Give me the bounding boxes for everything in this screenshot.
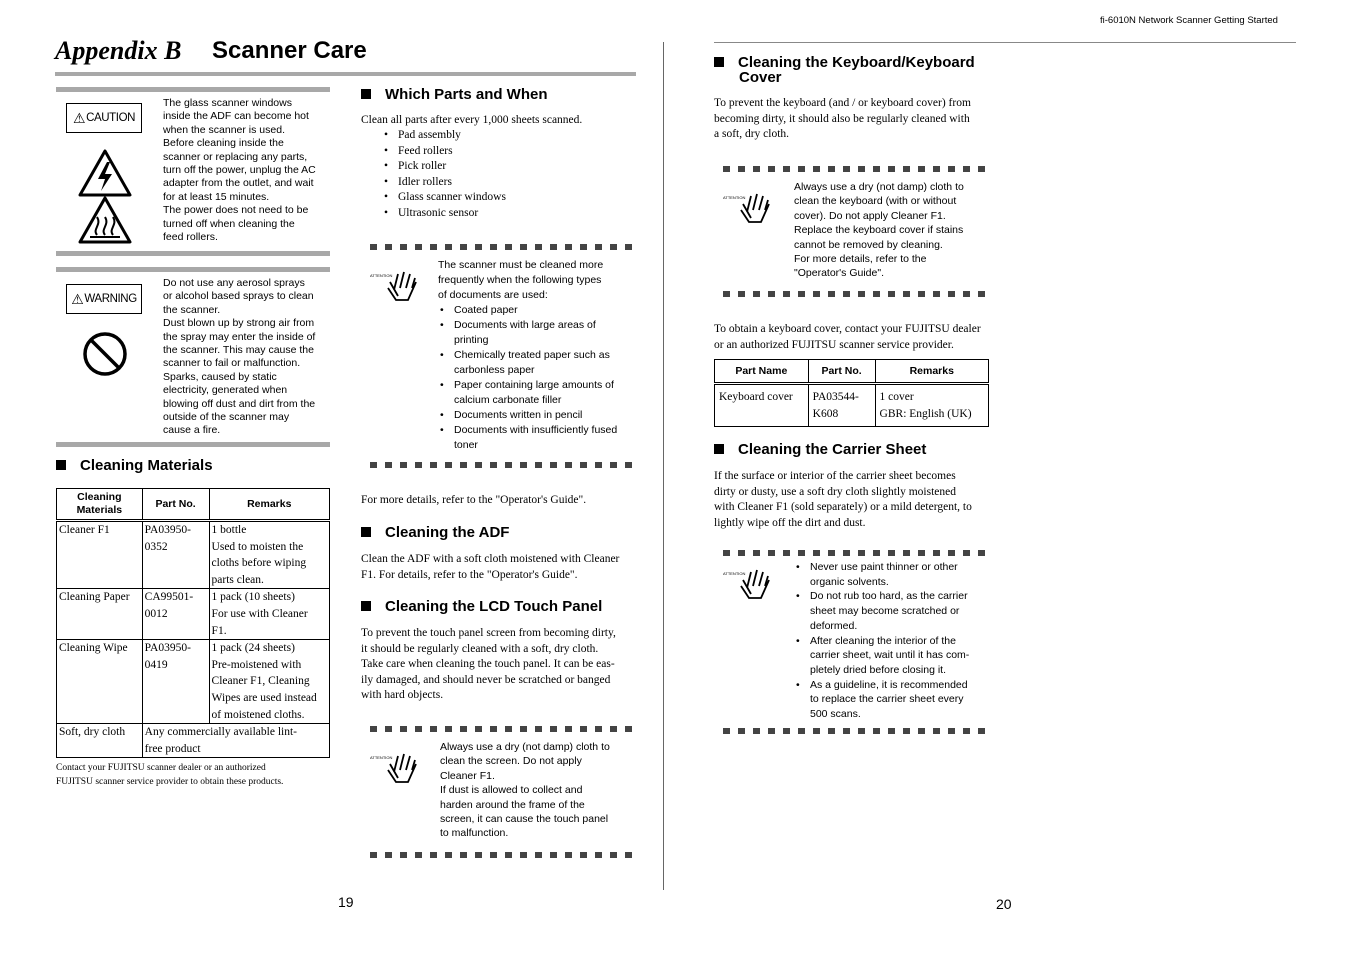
warning-triangle-icon: ⚠ (71, 290, 84, 307)
list-item: • Feed rollers (382, 144, 506, 160)
list-item: • Documents with large areas of printing (438, 318, 638, 348)
header-rule (714, 42, 1296, 43)
caution-top-rule (56, 87, 330, 92)
list-item: • Ultrasonic sensor (382, 206, 506, 222)
list-item: • Do not rub too hard, as the carrier sheet may become scratched or deformed. (794, 589, 989, 633)
page-title: Scanner Care (212, 37, 367, 64)
square-bullet-icon (714, 444, 724, 454)
attention-top-dashline (370, 244, 632, 250)
col-header-remarks: Remarks (875, 360, 988, 384)
keyboard-cover-table (714, 359, 989, 427)
list-item: • Idler rollers (382, 175, 506, 191)
adf-text: Clean the ADF with a soft cloth moistened with Cleaner F1. For details, refer to the "Operator's Guide". (361, 553, 620, 581)
list-item: • Documents with insufficiently fused toner (438, 423, 638, 453)
table-row: Keyboard cover PA03544- K608 1 cover GBR: English (UK) (715, 384, 989, 427)
attention-bottom-dashline (370, 462, 632, 468)
which-parts-heading: Which Parts and When (361, 86, 548, 103)
list-item: • Chemically treated paper such as carbonless paper (438, 348, 638, 378)
lcd-text: To prevent the touch panel screen from becoming dirty, it should be regularly cleaned with a soft, dry cloth. Take care when cleaning the touch panel. It can be eas- ily damaged, and should never be scratched or banged with hard objects. (361, 627, 616, 702)
attention-icon: ATTENTION (723, 192, 773, 226)
carrier-text: If the surface or interior of the carrier sheet becomes dirty or dusty, use a soft dry cloth slightly moistened with Cleaner F1 (sold separately) or a mild detergent, to lightly wipe off the dirt and dust. (714, 470, 972, 529)
list-item: • Pad assembly (382, 128, 506, 144)
cleaning-materials-heading: Cleaning Materials (56, 457, 213, 474)
warning-text: Do not use any aerosol sprays or alcohol based sprays to clean the scanner. Dust blown up by strong air from the spray may enter the inside of the scanner. This may cause the scanner to fail or malfunction. Sparks, caused by static electricity, generated when blowing off dust and dirt from the outside of the scanner may cause a fire. (163, 277, 316, 437)
warning-top-rule (56, 267, 330, 272)
keyboard-heading: Cleaning the Keyboard/Keyboard Cover (714, 55, 975, 85)
list-item: • Coated paper (438, 303, 638, 318)
caution-bottom-rule (56, 251, 330, 256)
list-item: • Documents written in pencil (438, 408, 638, 423)
caution-text: The glass scanner windows inside the ADF can become hot when the scanner is used. Before cleaning inside the scanner or replacing any parts, turn off the power, unplug the AC adapter from the outlet, and wait for at least 15 minutes. The power does not need to be turned off when cleaning the feed rollers. (163, 97, 316, 244)
page-divider (663, 42, 664, 890)
page-number-right: 20 (996, 896, 1012, 912)
attention-top-dashline (370, 726, 632, 732)
lcd-heading: Cleaning the LCD Touch Panel (361, 598, 602, 615)
attention-top-dashline (723, 166, 985, 172)
running-header: fi-6010N Network Scanner Getting Started (1100, 15, 1278, 26)
prohibited-icon (82, 331, 128, 377)
cleaning-materials-table (56, 488, 330, 758)
attention-text: Always use a dry (not damp) cloth to clean the screen. Do not apply Cleaner F1. If dust is allowed to collect and harden around the frame of the screen, it can cause the touch panel to malfunction. (440, 741, 610, 840)
square-bullet-icon (56, 460, 66, 470)
warning-bottom-rule (56, 442, 330, 447)
warning-badge: ⚠ WARNING (66, 284, 142, 314)
materials-note: Contact your FUJITSU scanner dealer or an authorized FUJITSU scanner service provider to obtain these products. (56, 763, 284, 787)
keyboard-text: To prevent the keyboard (and / or keyboard cover) from becoming dirty, it should also be regularly cleaned with a soft, dry cloth. (714, 97, 971, 141)
caution-badge: ⚠ CAUTION (66, 103, 142, 133)
col-header-remarks: Remarks (209, 489, 329, 521)
square-bullet-icon (714, 57, 724, 67)
warning-triangle-icon: ⚠ (72, 109, 86, 126)
col-header-part-no: Part No. (808, 360, 875, 384)
table-row: Cleaning Paper CA99501- 0012 1 pack (10 sheets) For use with Cleaner F1. (57, 589, 330, 640)
table-row: Cleaner F1 PA03950- 0352 1 bottle Used to moisten the cloths before wiping parts clean. (57, 521, 330, 589)
attention-text: Always use a dry (not damp) cloth to clean the keyboard (with or without cover). Do not apply Cleaner F1. Replace the keyboard cover if stains cannot be removed by cleaning. For more details, refer to the "Operator's Guide". (794, 181, 964, 280)
table-row: Cleaning Wipe PA03950- 0419 1 pack (24 sheets) Pre-moistened with Cleaner F1, Cleaning Wipes are used instead of moistened cloths. (57, 640, 330, 724)
parts-list (382, 128, 506, 222)
adf-heading: Cleaning the ADF (361, 524, 509, 541)
more-details-text: For more details, refer to the "Operator's Guide". (361, 494, 587, 506)
attention-icon: ATTENTION (370, 752, 420, 786)
square-bullet-icon (361, 601, 371, 611)
which-parts-intro: Clean all parts after every 1,000 sheets scanned. (361, 114, 583, 126)
attention-bottom-dashline (723, 291, 985, 297)
electric-shock-icon (77, 148, 133, 198)
list-item: • As a guideline, it is recommended to replace the carrier sheet every 500 scans. (794, 678, 989, 722)
list-item: • Paper containing large amounts of calcium carbonate filler (438, 378, 638, 408)
list-item: • Never use paint thinner or other organic solvents. (794, 560, 989, 589)
attention-icon: ATTENTION (723, 568, 773, 602)
page-number-left: 19 (338, 894, 354, 910)
carrier-heading: Cleaning the Carrier Sheet (714, 441, 926, 458)
hot-surface-icon (77, 195, 133, 245)
square-bullet-icon (361, 527, 371, 537)
attention-top-dashline (723, 550, 985, 556)
attention-bottom-dashline (370, 852, 632, 858)
list-item: • Glass scanner windows (382, 190, 506, 206)
title-rule (55, 72, 636, 76)
col-header-part-no: Part No. (142, 489, 209, 521)
col-header-materials: Cleaning Materials (57, 489, 143, 521)
table-row: Soft, dry cloth Any commercially available lint- free product (57, 724, 330, 758)
attention-bottom-dashline (723, 728, 985, 734)
carrier-attention-list (794, 560, 989, 722)
list-item: • Pick roller (382, 159, 506, 175)
attention-text: The scanner must be cleaned more frequently when the following types of documents are used: • Coated paper • Documents with large areas of printing • Chemically treated paper such as carbonless paper • Paper containing large amounts of calcium carbonate filler • Documents written in pencil • Documents with insufficiently fused toner (438, 258, 638, 453)
attention-icon: ATTENTION (370, 270, 420, 304)
appendix-label: Appendix B (55, 36, 182, 65)
keyboard-cover-text: To obtain a keyboard cover, contact your FUJITSU dealer or an authorized FUJITSU scanner service provider. (714, 323, 981, 351)
square-bullet-icon (361, 89, 371, 99)
list-item: • After cleaning the interior of the carrier sheet, wait until it has com- pletely dried before closing it. (794, 634, 989, 678)
col-header-part-name: Part Name (715, 360, 809, 384)
